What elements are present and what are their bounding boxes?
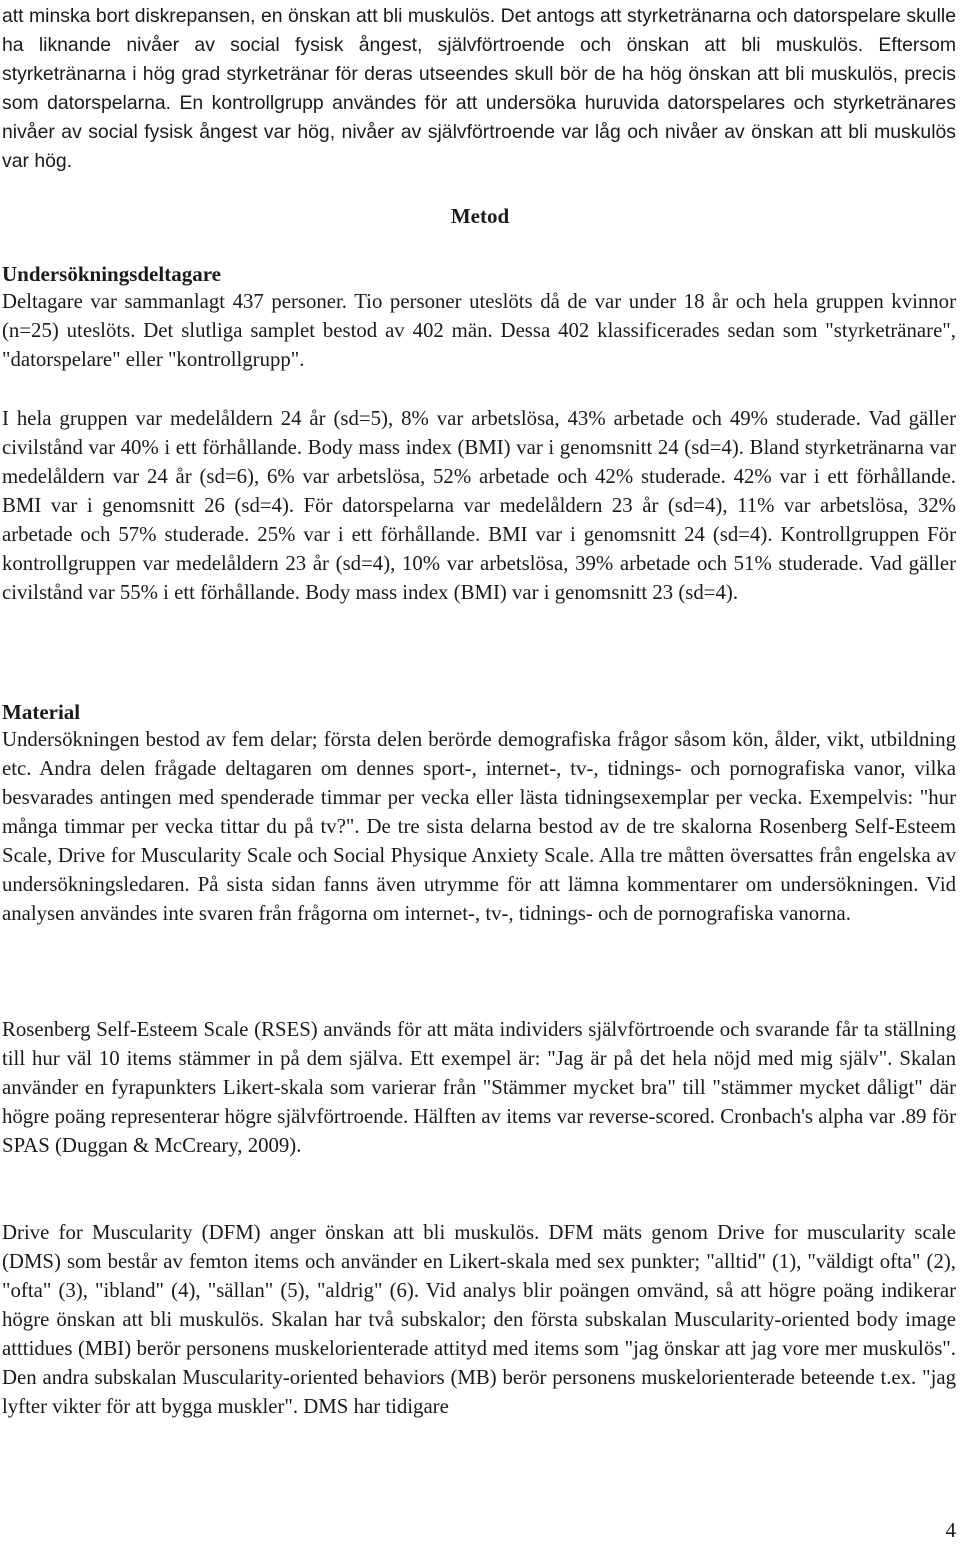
participants-heading: Undersökningsdeltagare: [2, 262, 221, 286]
participants-paragraph-1: Deltagare var sammanlagt 437 personer. Tio personer uteslöts då de var under 18 år och hela gruppen kvinnor (n=25) uteslöts. Det slutliga samplet bestod av 402 män. Dessa 402 klassificerades sedan som "styrketränare", "datorspelare" eller "kontrollgrupp".: [2, 290, 956, 371]
method-heading: Metod: [450, 204, 510, 228]
material-paragraph-3: Drive for Muscularity (DFM) anger önskan att bli muskulös. DFM mäts genom Drive for muscularity scale (DMS) som består av femton items och använder en Likert-skala med sex punkter; "alltid" (1), "väldigt ofta" (2), "ofta" (3), "ibland" (4), "sällan" (5), "aldrig" (6). Vid analys blir poängen omvänd, så att högre poäng indikerar högre önskan att bli muskulös. Skalan har två subskalor; den första subskalan Muscularity-oriented body image atttidues (MBI) berör personens muskelorienterade attityd med items som "jag önskar att jag vore mer muskulös". Den andra subskalan Muscularity-oriented behaviors (MB) berör personens muskelorienterade beteende t.ex. "jag lyfter vikter för att bygga muskler". DMS har tidigare: [2, 1221, 956, 1418]
material-heading: Material: [2, 700, 81, 724]
material-paragraph-2: Rosenberg Self-Esteem Scale (RSES) används för att mäta individers självförtroende och svarande får ta ställning till hur väl 10 items stämmer in på dem själva. Ett exempel är: "Jag är på det hela nöjd med mig själv". Skalan använder en fyrapunkters Likert-skala som varierar från "Stämmer mycket bra" till "stämmer mycket dåligt" där högre poäng representerar högre självförtroende. Hälften av items var reverse-scored. Cronbach's alpha var .89 för SPAS (Duggan & McCreary, 2009).: [2, 1018, 956, 1157]
material-paragraph-1: Undersökningen bestod av fem delar; första delen berörde demografiska frågor såsom kön, ålder, vikt, utbildning etc. Andra delen frågade deltagaren om dennes sport-, internet-, tv-, tidnings- och pornografiska vanor, vilka besvarades antingen med spenderade timmar per vecka eller lästa tidningsexemplar per vecka. Exempelvis: "hur många timmar per vecka tittar du på tv?". De tre sista delarna bestod av de tre skalorna Rosenberg Self-Esteem Scale, Drive for Muscularity Scale och Social Physique Anxiety Scale. Alla tre måtten översattes från engelska av undersökningsledaren. På sista sidan fanns även utrymme för att lämna kommentarer om undersökningen. Vid analysen användes inte svaren från frågorna om internet-, tv-, tidnings- och de pornografiska vanorna.: [2, 728, 956, 925]
intro-paragraph: att minska bort diskrepansen, en önskan att bli muskulös. Det antogs att styrketränarna och datorspelare skulle ha liknande nivåer av social fysisk ångest, självförtroende och önskan att bli muskulös. Eftersom styrketränarna i hög grad styrketränar för deras utseendes skull bör de ha hög önskan att bli muskulös, precis som datorspelarna. En kontrollgrupp användes för att undersöka huruvida datorspelares och styrketränares nivåer av social fysisk ångest var hög, nivåer av självförtroende var låg och nivåer av önskan att bli muskulös var hög.: [2, 5, 956, 172]
participants-paragraph-2: I hela gruppen var medelåldern 24 år (sd=5), 8% var arbetslösa, 43% arbetade och 49% studerade. Vad gäller civilstånd var 40% i ett förhållande. Body mass index (BMI) var i genomsnitt 24 (sd=4). Bland styrketränarna var medelåldern var 24 år (sd=6), 6% var arbetslösa, 52% arbetade och 42% studerade. 42% var i ett förhållande. BMI var i genomsnitt 26 (sd=4). För datorspelarna var medelåldern 23 år (sd=4), 11% var arbetslösa, 32% arbetade och 57% studerade. 25% var i ett förhållande. BMI var i genomsnitt 24 (sd=4). Kontrollgruppen För kontrollgruppen var medelåldern 23 år (sd=4), 10% var arbetslösa, 39% arbetade och 51% studerade. Vad gäller civilstånd var 55% i ett förhållande. Body mass index (BMI) var i genomsnitt 23 (sd=4).: [2, 407, 956, 604]
page-number: 4: [945, 1518, 956, 1542]
